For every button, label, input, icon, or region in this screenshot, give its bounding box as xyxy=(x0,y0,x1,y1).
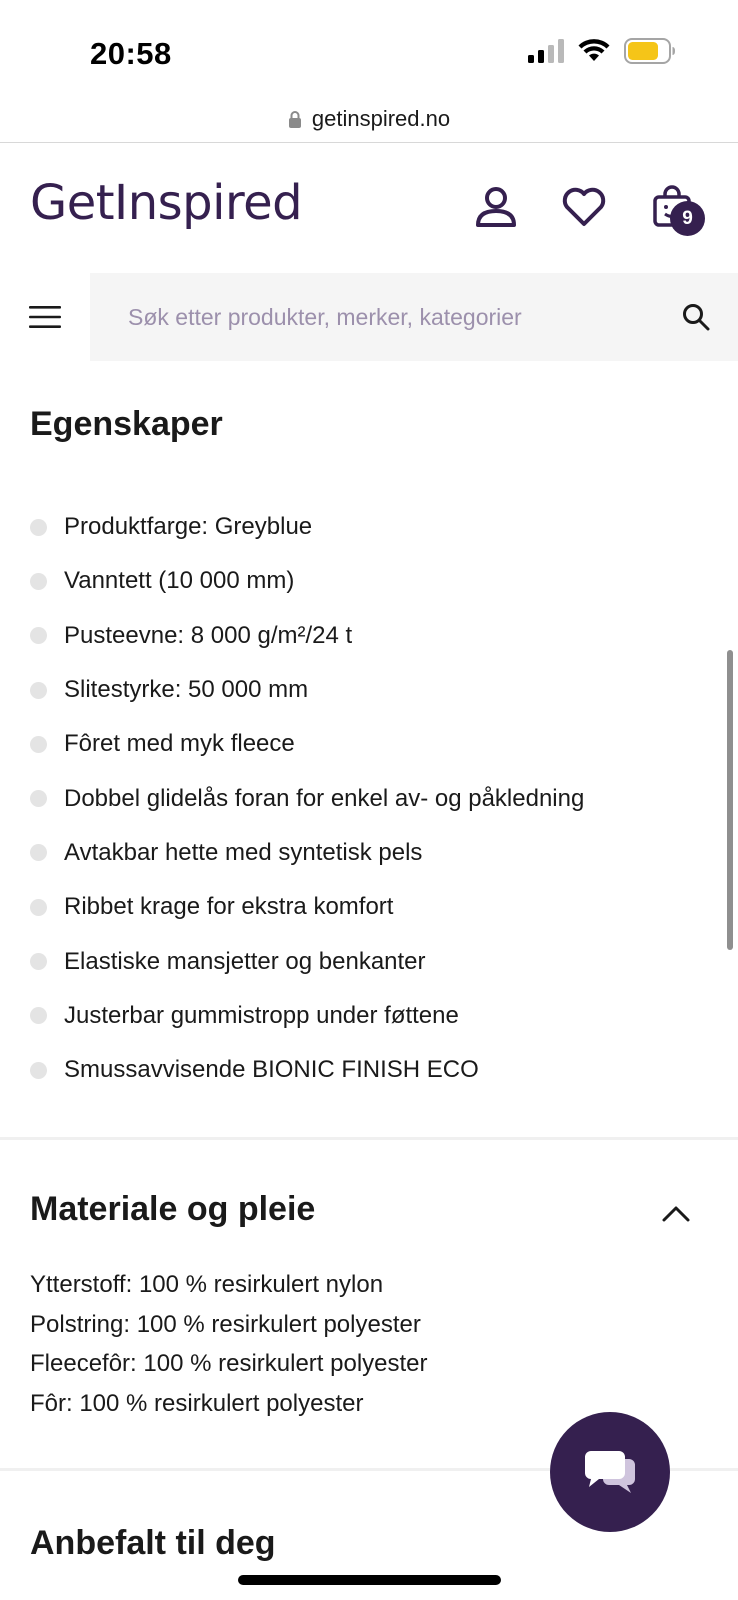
cellular-signal-icon xyxy=(528,39,564,63)
page-scrollbar[interactable] xyxy=(727,650,733,950)
wifi-icon xyxy=(578,39,610,63)
feature-text: Smussavvisende BIONIC FINISH ECO xyxy=(64,1056,479,1084)
bullet-dot xyxy=(30,519,47,536)
material-line: Polstring: 100 % resirkulert polyester xyxy=(30,1310,421,1338)
heart-icon xyxy=(562,187,606,227)
feature-text: Ribbet krage for ekstra komfort xyxy=(64,893,394,921)
lock-icon xyxy=(288,110,302,128)
list-item xyxy=(30,934,710,988)
site-header xyxy=(0,143,738,273)
status-bar xyxy=(0,0,738,95)
search-row xyxy=(0,273,738,361)
list-item xyxy=(30,826,710,880)
bullet-dot xyxy=(30,953,47,970)
battery-icon xyxy=(624,38,676,64)
features-title: Egenskaper xyxy=(30,405,223,443)
browser-url-bar[interactable] xyxy=(0,95,738,143)
bullet-dot xyxy=(30,573,47,590)
material-details xyxy=(30,1265,428,1423)
list-item xyxy=(30,554,710,608)
feature-text: Slitestyrke: 50 000 mm xyxy=(64,676,309,704)
status-icons xyxy=(528,38,676,64)
menu-button[interactable] xyxy=(0,273,90,361)
feature-text: Avtakbar hette med syntetisk pels xyxy=(64,838,423,866)
feature-text: Vanntett (10 000 mm) xyxy=(64,567,295,595)
feature-text: Justerbar gummistropp under føttene xyxy=(64,1001,459,1029)
user-icon xyxy=(474,185,518,229)
list-item xyxy=(30,771,710,825)
wishlist-button[interactable] xyxy=(560,183,608,231)
list-item xyxy=(30,609,710,663)
cart-button[interactable] xyxy=(648,183,696,231)
list-item xyxy=(30,663,710,717)
account-button[interactable] xyxy=(472,183,520,231)
chat-button[interactable] xyxy=(550,1412,670,1532)
chevron-up-icon xyxy=(661,1205,691,1223)
site-logo[interactable]: GetInspired xyxy=(30,175,303,231)
feature-text: Dobbel glidelås foran for enkel av- og påkledning xyxy=(64,784,585,812)
cart-count-badge: 9 xyxy=(670,201,705,236)
recommended-title: Anbefalt til deg xyxy=(30,1524,276,1562)
url-text: getinspired.no xyxy=(311,105,451,131)
features-list xyxy=(30,500,710,1097)
status-time: 20:58 xyxy=(90,36,172,71)
list-item xyxy=(30,989,710,1043)
search-button[interactable] xyxy=(674,295,718,339)
feature-text: Elastiske mansjetter og benkanter xyxy=(64,947,426,975)
bullet-dot xyxy=(30,736,47,753)
collapse-material-button[interactable] xyxy=(654,1192,698,1236)
bullet-dot xyxy=(30,627,47,644)
bullet-dot xyxy=(30,682,47,699)
bullet-dot xyxy=(30,899,47,916)
material-title: Materiale og pleie xyxy=(30,1190,316,1228)
section-divider xyxy=(0,1137,738,1140)
hamburger-menu-icon xyxy=(29,305,61,329)
bullet-dot xyxy=(30,1007,47,1024)
list-item xyxy=(30,500,710,554)
list-item xyxy=(30,1043,710,1097)
list-item xyxy=(30,717,710,771)
material-section-header[interactable] xyxy=(0,1180,738,1250)
material-line: Fôr: 100 % resirkulert polyester xyxy=(30,1389,364,1417)
bullet-dot xyxy=(30,844,47,861)
feature-text: Fôret med myk fleece xyxy=(64,730,295,758)
list-item xyxy=(30,880,710,934)
feature-text: Pusteevne: 8 000 g/m²/24 t xyxy=(64,621,353,649)
search-icon xyxy=(682,303,710,331)
material-line: Fleecefôr: 100 % resirkulert polyester xyxy=(30,1350,428,1377)
chat-bubbles-icon xyxy=(583,1449,637,1495)
bullet-dot xyxy=(30,1062,47,1079)
search-input[interactable] xyxy=(128,273,648,361)
material-line: Ytterstoff: 100 % resirkulert nylon xyxy=(30,1271,384,1298)
bullet-dot xyxy=(30,790,47,807)
search-box xyxy=(90,273,738,361)
home-indicator xyxy=(238,1575,501,1585)
feature-text: Produktfarge: Greyblue xyxy=(64,513,313,541)
